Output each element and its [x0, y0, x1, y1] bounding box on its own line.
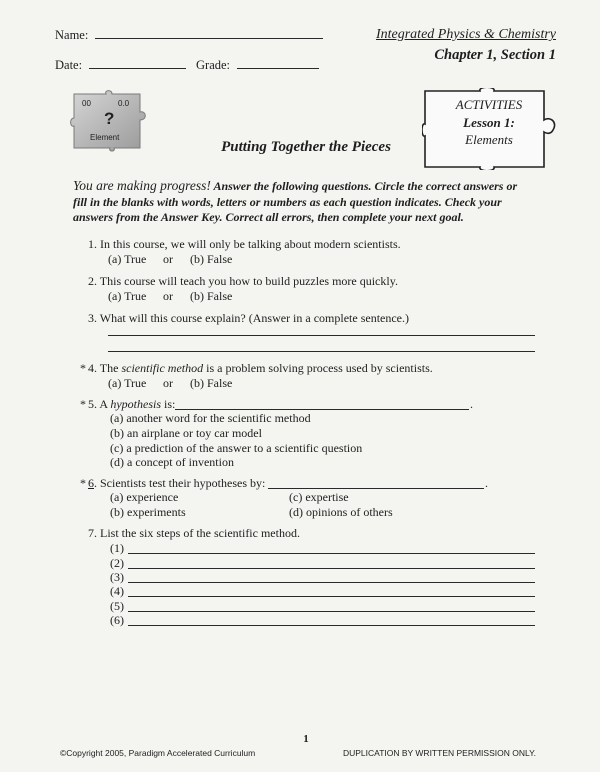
activities-badge [422, 88, 556, 170]
date-field[interactable] [55, 58, 186, 73]
question-1-option-b[interactable]: (b) False [190, 252, 233, 266]
step-6-label: (6) [110, 613, 124, 627]
question-5-option-b[interactable]: (b) an airplane or toy car model [110, 426, 262, 440]
question-5 [80, 397, 176, 412]
question-6-star: * [80, 476, 86, 490]
date-blank[interactable] [89, 68, 186, 69]
question-3-text: 3. What will this course explain? (Answer in a complete sentence.) [88, 311, 410, 325]
question-6-option-d[interactable]: (d) opinions of others [289, 505, 393, 519]
question-1-text: 1. In this course, we will only be talking about modern scientists. [88, 237, 401, 251]
duplication-notice: DUPLICATION BY WRITTEN PERMISSION ONLY. [342, 748, 536, 758]
question-1-or: or [163, 252, 173, 266]
step-1-label: (1) [110, 541, 124, 555]
question-1 [88, 237, 401, 252]
question-6-number: 6 [88, 476, 94, 490]
question-4-or: or [163, 376, 173, 390]
element-mass: 0.0 [118, 99, 130, 108]
step-2-answer-line[interactable] [128, 568, 535, 569]
question-5-star: * [80, 397, 86, 411]
question-2-text: 2. This course will teach you how to build puzzles more quickly. [88, 274, 398, 288]
question-4-term: scientific method [121, 361, 204, 375]
question-2 [88, 274, 398, 289]
step-4-answer-line[interactable] [128, 596, 535, 597]
question-6-answer-line[interactable] [268, 488, 484, 489]
grade-label: Grade: [196, 58, 231, 72]
question-5-option-c[interactable]: (c) a prediction of the answer to a scientific question [110, 441, 363, 455]
element-number: 00 [82, 99, 91, 108]
question-2-option-b[interactable]: (b) False [190, 289, 233, 303]
element-label: Element [90, 133, 120, 142]
question-5-term: hypothesis [110, 397, 162, 411]
page-number: 1 [303, 733, 309, 745]
question-5-option-d[interactable]: (d) a concept of invention [110, 455, 234, 469]
grade-field[interactable] [196, 58, 319, 73]
question-6-option-b[interactable]: (b) experiments [110, 505, 186, 519]
question-4-option-b[interactable]: (b) False [190, 376, 233, 390]
step-6-answer-line[interactable] [128, 625, 535, 626]
step-3-label: (3) [110, 570, 124, 584]
name-blank[interactable] [95, 38, 323, 39]
page-title: Putting Together the Pieces [221, 139, 391, 155]
step-5-label: (5) [110, 599, 124, 613]
lesson-label: Lesson 1: [463, 115, 515, 130]
question-3-answer-line-2[interactable] [108, 351, 535, 352]
question-7-text: 7. List the six steps of the scientific method. [88, 526, 300, 540]
copyright: ©Copyright 2005, Paradigm Accelerated Curriculum [60, 748, 256, 758]
question-4-post: is a problem solving process used by scientists. [203, 361, 433, 375]
instructions-text: Answer the following questions. Circle the correct answers or fill in the blanks with words, letters or numbers as each question indicates. Check your answers from the Answer Key. Correct all errors, then complete your next goal. [73, 179, 518, 224]
question-5-post: is: [161, 397, 176, 411]
step-1-answer-line[interactable] [128, 553, 535, 554]
question-6-option-c[interactable]: (c) expertise [289, 490, 349, 504]
step-2-label: (2) [110, 556, 124, 570]
date-label: Date: [55, 58, 83, 72]
question-4-pre: 4. The [88, 361, 122, 375]
chapter-heading: Chapter 1, Section 1 [434, 47, 556, 63]
grade-blank[interactable] [237, 68, 319, 69]
activities-label: ACTIVITIES [455, 97, 523, 112]
name-label: Name: [55, 28, 89, 42]
question-2-or: or [163, 289, 173, 303]
question-5-answer-line[interactable] [175, 409, 469, 410]
step-4-label: (4) [110, 584, 124, 598]
lesson-topic: Elements [465, 132, 513, 147]
question-5-option-a[interactable]: (a) another word for the scientific method [110, 411, 311, 425]
instructions [73, 178, 533, 226]
question-6 [80, 476, 266, 491]
question-4 [80, 361, 433, 376]
question-5-period: . [470, 397, 473, 411]
question-4-star: * [80, 361, 86, 375]
question-2-option-a[interactable]: (a) True [108, 289, 147, 303]
question-1-option-a[interactable]: (a) True [108, 252, 147, 266]
question-6-period: . [485, 476, 488, 490]
element-symbol: ? [104, 109, 115, 128]
step-3-answer-line[interactable] [128, 582, 535, 583]
name-field[interactable] [55, 28, 323, 43]
question-6-text: . Scientists test their hypotheses by: [94, 476, 266, 490]
question-6-option-a[interactable]: (a) experience [110, 490, 179, 504]
question-3-answer-line-1[interactable] [108, 335, 535, 336]
course-title: Integrated Physics & Chemistry [375, 27, 556, 42]
step-5-answer-line[interactable] [128, 611, 535, 612]
question-3 [88, 311, 409, 326]
question-5-pre: 5. A [88, 397, 111, 411]
instructions-lead: You are making progress! [73, 178, 211, 193]
question-7 [88, 526, 300, 541]
question-4-option-a[interactable]: (a) True [108, 376, 147, 390]
